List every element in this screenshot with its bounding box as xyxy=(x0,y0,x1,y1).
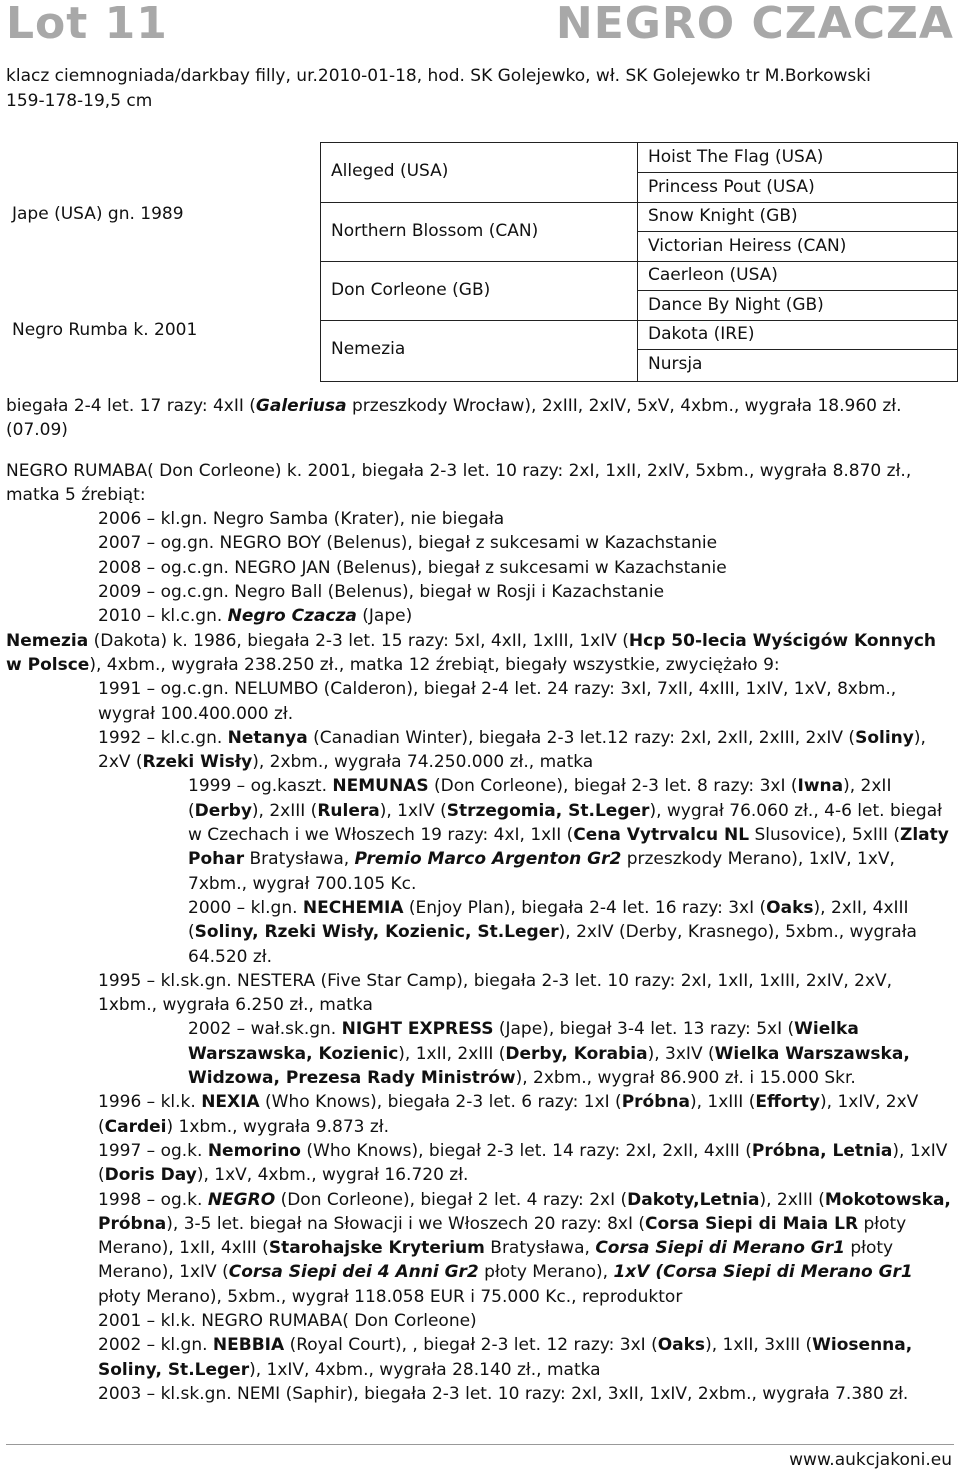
foal-entry: 2008 – og.c.gn. NEGRO JAN (Belenus), biegał z sukcesami w Kazachstanie xyxy=(98,557,727,578)
granddam-record: Nemezia (Dakota) k. 1986, biegała 2-3 let. 15 razy: 5xI, 4xII, 1xIII, 1xIV (Hcp 50-lecia Wyścigów Konnych w Polsce), 4xbm., wygrała 238.250 zł., matka 12 źrebiąt, biegały wszystkie, zwyciężało 9: xyxy=(6,630,937,675)
foal-entry: 2009 – og.c.gn. Negro Ball (Belenus), biegał w Rosji i Kazachstanie xyxy=(98,582,665,603)
pedigree-col-grandparents xyxy=(320,142,638,382)
pedigree-col-greatgrandparents xyxy=(637,142,958,382)
produce-entry: 2002 – wał.sk.gn. NIGHT EXPRESS (Jape), biegał 3-4 let. 13 razy: 5xI (Wielka Warszawska, Kozienic), 1xII, 2xIII (Derby, Korabia), 3xIV (Wielka Warszawska, Widzowa, Prezesa Rady Ministrów), 2xbm., wygrał 86.900 zł. i 15.000 Skr. xyxy=(188,1019,910,1089)
foal-entry: 2007 – og.gn. NEGRO BOY (Belenus), biegał z sukcesami w Kazachstanie xyxy=(98,533,718,554)
pedigree-ggp: Hoist The Flag (USA) xyxy=(648,147,824,167)
pedigree-gp: Nemezia xyxy=(331,339,406,359)
produce-entry: 1992 – kl.c.gn. Netanya (Canadian Winter), biegała 2-3 let.12 razy: 2xI, 2xII, 2xIII, 2xIV (Soliny), 2xV (Rzeki Wisły), 2xbm., wygrała 74.250.000 zł., matka xyxy=(98,727,926,773)
pedigree-sire: Jape (USA) gn. 1989 xyxy=(12,204,184,224)
foal-entry: 2010 – kl.c.gn. Negro Czacza (Jape) xyxy=(98,606,413,627)
produce-entry: 2002 – kl.gn. NEBBIA (Royal Court), , biegał 2-3 let. 12 razy: 3xI (Oaks), 1xII, 3xIII (Wiosenna, Soliny, St.Leger), 1xIV, 4xbm., wygrała 28.140 zł., matka xyxy=(98,1335,913,1380)
pedigree-ggp: Princess Pout (USA) xyxy=(648,177,815,197)
dam-record: NEGRO RUMABA( Don Corleone) k. 2001, biegała 2-3 let. 10 razy: 2xI, 1xII, 2xIV, 5xbm., wygrała 8.870 zł., matka 5 źrebiąt: xyxy=(6,460,912,505)
horse-name-title: NEGRO CZACZA xyxy=(555,0,954,49)
footer-website[interactable]: www.aukcjakoni.eu xyxy=(789,1450,952,1470)
produce-entry: 1996 – kl.k. NEXIA (Who Knows), biegała 2-3 let. 6 razy: 1xI (Próbna), 1xIII (Efforty), 1xIV, 2xV (Cardei) 1xbm., wygrała 9.873 zł. xyxy=(98,1092,919,1137)
produce-entry: 2001 – kl.k. NEGRO RUMABA( Don Corleone) xyxy=(98,1310,477,1331)
pedigree-ggp: Snow Knight (GB) xyxy=(648,206,798,226)
produce-entry: 2003 – kl.sk.gn. NEMI (Saphir), biegała 2-3 let. 10 razy: 2xI, 3xII, 1xIV, 2xbm., wygrała 7.380 zł. xyxy=(98,1383,909,1404)
foal-entry: 2006 – kl.gn. Negro Samba (Krater), nie biegała xyxy=(98,509,505,530)
produce-entry: 1995 – kl.sk.gn. NESTERA (Five Star Camp), biegała 2-3 let. 10 razy: 2xI, 1xII, 1xIII, 2xIV, 2xV, 1xbm., wygrała 6.250 zł., matka xyxy=(98,970,893,1016)
pedigree-gp: Don Corleone (GB) xyxy=(331,280,491,300)
lot-number: Lot 11 xyxy=(6,0,168,49)
produce-entry: 1991 – og.c.gn. NELUMBO (Calderon), biegał 2-4 let. 24 razy: 3xI, 7xII, 4xIII, 1xIV, 1xV, 8xbm., wygrał 100.400.000 zł. xyxy=(98,679,897,724)
pedigree-ggp: Caerleon (USA) xyxy=(648,265,778,285)
pedigree-col-parents xyxy=(0,142,320,380)
own-race-record: biegała 2-4 let. 17 razy: 4xII (Galeriusa przeszkody Wrocław), 2xIII, 2xIV, 5xV, 4xbm., wygrała 18.960 zł. (07.09) xyxy=(6,396,902,441)
pedigree-ggp: Nursja xyxy=(648,354,703,374)
produce-entry: 2000 – kl.gn. NECHEMIA (Enjoy Plan), biegała 2-4 let. 16 razy: 3xI (Oaks), 2xII, 4xIII (Soliny, Rzeki Wisły, Kozienic, St.Leger), 2xIV (Derby, Krasnego), 5xbm., wygrała 64.520 zł. xyxy=(188,897,917,967)
pedigree-ggp: Victorian Heiress (CAN) xyxy=(648,236,847,256)
pedigree-gp: Northern Blossom (CAN) xyxy=(331,221,539,241)
produce-entry: 1999 – og.kaszt. NEMUNAS (Don Corleone), biegał 2-3 let. 8 razy: 3xI (Iwna), 2xII (Derby), 2xIII (Rulera), 1xIV (Strzegomia, St.Leger), wygrał 76.060 zł., 4-6 let. biegał w Czechach i we Włoszech 19 razy: 4xI, 1xII (Cena Vytrvalcu NL Slusovice), 5xIII (Zlaty Pohar Bratysława, Premio Marco Argenton Gr2 przeszkody Merano), 1xIV, 1xV, 7xbm., wygrał 700.105 Kc. xyxy=(188,776,949,894)
race-record xyxy=(6,394,952,1406)
pedigree-gp: Alleged (USA) xyxy=(331,161,449,181)
produce-entry: 1997 – og.k. Nemorino (Who Knows), biegał 2-3 let. 14 razy: 2xI, 2xII, 4xIII (Próbna, Letnia), 1xIV (Doris Day), 1xV, 4xbm., wygrał 16.720 zł. xyxy=(98,1140,948,1186)
pedigree-table xyxy=(0,142,958,380)
pedigree-ggp: Dance By Night (GB) xyxy=(648,295,824,315)
footer-divider xyxy=(6,1444,954,1445)
produce-entry: 1998 – og.k. NEGRO (Don Corleone), biegał 2 let. 4 razy: 2xI (Dakoty,Letnia), 2xIII (Mokotowska, Próbna), 3-5 let. biegał na Słowacji i we Włoszech 20 razy: 8xI (Corsa Siepi di Maia LR płoty Merano), 1xII, 4xIII (Starohajske Kryterium Bratysława, Corsa Siepi di Merano Gr1 płoty Merano), 1xIV (Corsa Siepi dei 4 Anni Gr2 płoty Merano), 1xV (Corsa Siepi di Merano Gr1 płoty Merano), 5xbm., wygrał 118.058 EUR i 75.000 Kc., reproduktor xyxy=(98,1189,951,1307)
pedigree-dam: Negro Rumba k. 2001 xyxy=(12,320,198,340)
pedigree-ggp: Dakota (IRE) xyxy=(648,324,755,344)
horse-description: klacz ciemnogniada/darkbay filly, ur.2010-01-18, hod. SK Golejewko, wł. SK Golejewko tr M.Borkowski 159-178-19,5 cm xyxy=(6,66,871,111)
